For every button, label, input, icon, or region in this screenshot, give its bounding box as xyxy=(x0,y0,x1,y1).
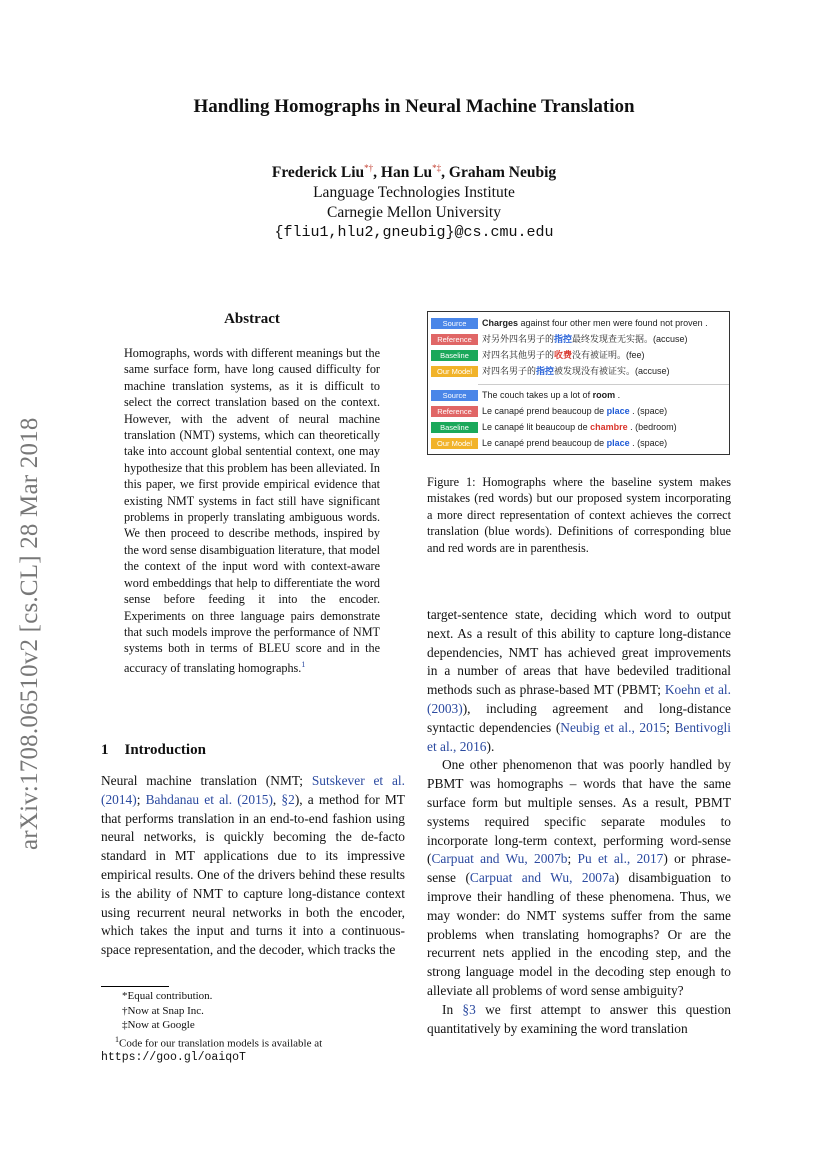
body-text: ). xyxy=(486,738,495,754)
footnote xyxy=(101,1033,405,1051)
fig-row-source-2 xyxy=(428,389,729,403)
paragraph xyxy=(427,756,731,1000)
tag-our-model: Our Model xyxy=(431,366,478,377)
fig-row-baseline-2 xyxy=(428,421,729,435)
abstract-body xyxy=(124,345,380,676)
author-2: , Han Lu xyxy=(373,164,433,182)
abstract-heading: Abstract xyxy=(224,311,280,327)
body-text: One other phenomenon that was poorly handled by PBMT was homographs – words that have the same surface form but multiple senses. As a result, PBMT systems required specific separate modules to incorporate long-term context, performing word-sense ( xyxy=(427,757,731,867)
ref-text: . (space) xyxy=(629,406,668,416)
ours-text: 被发现没有被证实。(accuse) xyxy=(554,366,670,376)
fig-text xyxy=(482,333,688,346)
paragraph xyxy=(427,606,731,756)
fig-text xyxy=(482,405,667,418)
correct-word: place xyxy=(606,438,630,448)
fig-row-reference-2 xyxy=(428,405,729,419)
ref-text: 最终发现查无实据。(accuse) xyxy=(572,334,688,344)
footnote-rule xyxy=(101,986,169,987)
author-emails: {fliu1,hlu2,gneubig}@cs.cmu.edu xyxy=(274,224,554,242)
source-word: Charges xyxy=(482,318,519,328)
footnote-mark: 1 xyxy=(115,1034,119,1044)
footnote: †Now at Snap Inc. xyxy=(122,1004,204,1017)
citation-link[interactable]: Carpuat and Wu, 2007b xyxy=(431,851,568,867)
author-3: , Graham Neubig xyxy=(441,164,557,182)
author-names: Frederick Liu*†, Han Lu*‡, Graham Neubig xyxy=(271,163,557,182)
intro-text: ; xyxy=(136,791,146,807)
ref-text: 对另外四名男子的 xyxy=(482,334,555,344)
fig-row-baseline-1 xyxy=(428,349,729,363)
body-text: ), including agreement and long-distance syntactic dependencies ( xyxy=(427,700,731,735)
fig-row-ours-2 xyxy=(428,437,729,451)
section-link[interactable]: §3 xyxy=(462,1001,476,1017)
ours-text: 对四名男子的 xyxy=(482,366,537,376)
figure-1-caption: Figure 1: Homographs where the baseline system makes mistakes (red words) but our proposed system incorporating a more direct representation of context achieves the correct translation (blue words). Definitions of corresponding blue and red words are in parenthesis. xyxy=(427,475,731,555)
citation-link[interactable]: Carpuat and Wu, 2007a xyxy=(469,870,615,886)
ref-text: Le canapé prend beaucoup de xyxy=(482,406,607,416)
fig-row-ours-1 xyxy=(428,365,729,379)
correct-word: place xyxy=(606,406,630,416)
tag-source: Source xyxy=(431,318,478,329)
citation-link[interactable]: Sutskever et al. (2014) xyxy=(101,773,405,807)
footnote: *Equal contribution. xyxy=(122,990,213,1002)
citation-link[interactable]: Bahdanau et al. (2015) xyxy=(145,791,273,807)
ours-text: Le canapé prend beaucoup de xyxy=(482,438,607,448)
baseline-text: 对四名其他男子的 xyxy=(482,350,555,360)
right-column-body xyxy=(427,606,731,1038)
tag-baseline: Baseline xyxy=(431,422,478,433)
section-heading-introduction xyxy=(101,742,222,759)
source-text: The couch takes up a lot of xyxy=(482,390,593,400)
section-link[interactable]: §2 xyxy=(281,791,295,807)
wrong-word: 收费 xyxy=(554,350,573,360)
citation-link[interactable]: Neubig et al., 2015 xyxy=(560,719,667,735)
body-text: target-sentence state, deciding which word to output next. As a result of this ability to capture long-distance dependencies, NMT has achieved great improvements in a number of areas that have bedeviled traditional methods such as phrase-based MT (PBMT; xyxy=(427,607,731,698)
fig-row-source-1 xyxy=(428,317,729,331)
figure-separator xyxy=(478,384,729,385)
intro-text: Neural machine translation (NMT; xyxy=(101,773,312,788)
citation-link[interactable]: Pu et al., 2017 xyxy=(577,851,664,867)
paragraph xyxy=(427,1001,731,1039)
tag-baseline: Baseline xyxy=(431,350,478,361)
body-text: ; xyxy=(567,851,578,867)
section-title: Introduction xyxy=(124,742,206,758)
baseline-text: Le canapé lit beaucoup de xyxy=(482,422,591,432)
tag-our-model: Our Model xyxy=(431,438,478,449)
code-url-link[interactable]: https://goo.gl/oaiqoT xyxy=(101,1051,246,1065)
section-number: 1 xyxy=(101,742,109,758)
ours-text: . (space) xyxy=(629,438,668,448)
body-text: ; xyxy=(666,719,675,735)
author-block xyxy=(0,158,828,243)
source-rest: against four other men were found not proven . xyxy=(518,318,708,328)
citation-link[interactable]: Koehn et al. (2003) xyxy=(427,682,731,716)
intro-text: ), a method for MT that performs translation in an end-to-end fashion using neural networks, is quickly becoming the de-facto standard in MT applications due to its impressive empirical results. One of the drivers behind these results is the ability of NMT to capture long-distance context using recurrent neural networks in both the encoder, which takes the input and turns it into a continuous-space representation, and the decoder, which tracks the xyxy=(101,791,405,958)
affiliation-university: Carnegie Mellon University xyxy=(327,204,501,222)
source-word: room xyxy=(592,390,616,400)
baseline-text: . (bedroom) xyxy=(627,422,677,432)
footnote-text: Code for our translation models is available at xyxy=(119,1037,323,1050)
footnote-ref-1[interactable]: 1 xyxy=(301,659,306,669)
tag-source: Source xyxy=(431,390,478,401)
fig-text xyxy=(482,421,677,434)
body-text: In xyxy=(442,1001,463,1017)
correct-word: 指控 xyxy=(536,366,555,376)
body-text: ) disambiguation to improve their handling of these phenomena. Thus, we may wonder: do NMT systems suffer from the same problems when translating homographs? Or are the recurrent nets applied in the encoding step, and the strong language model in the decoding step enough to alleviate all problems of word sense ambiguity? xyxy=(427,870,731,998)
fig-row-reference-1 xyxy=(428,333,729,347)
abstract-text: Homographs, words with different meanings but the same surface form, have long caused difficulty for machine translation systems, as it is difficult to select the correct translation based on the context. However, with the advent of neural machine translation (NMT) systems, which can theoretically take into account global sentential context, one may hypothesize that this problem has been alleviated. In this paper, we first provide empirical evidence that existing NMT systems in fact still have significant problems in properly translating ambiguous words. We then proceed to describe methods, inspired by the word sense disambiguation literature, that model the context of the input word with context-aware word embeddings that help to differentiate the word sense before feeding it into the encoder. Experiments on three language pairs demonstrate that such models improve the performance of NMT systems both in terms of BLEU score and in the accuracy of translating homographs. xyxy=(124,346,380,675)
fig-text xyxy=(482,349,645,362)
arxiv-stamp: arXiv:1708.06510v2 [cs.CL] 28 Mar 2018 xyxy=(16,417,43,850)
fig-text xyxy=(482,437,667,450)
tag-reference: Reference xyxy=(431,406,478,417)
baseline-text: 没有被证明。(fee) xyxy=(572,350,645,360)
fig-text xyxy=(482,317,708,330)
tag-reference: Reference xyxy=(431,334,478,345)
figure-1-box xyxy=(427,311,730,455)
footnotes xyxy=(101,989,405,1066)
paper-title: Handling Homographs in Neural Machine Translation xyxy=(193,96,635,117)
fig-text xyxy=(482,365,670,378)
author-1: Frederick Liu xyxy=(271,164,365,182)
source-text: . xyxy=(615,390,621,400)
affiliation-institute: Language Technologies Institute xyxy=(313,184,515,202)
wrong-word: chambre xyxy=(590,422,628,432)
fig-text xyxy=(482,389,620,402)
intro-paragraph xyxy=(101,772,405,960)
intro-text: , xyxy=(272,791,282,807)
body-text: ) or phrase-sense ( xyxy=(427,851,731,886)
citation-link[interactable]: Bentivogli et al., 2016 xyxy=(427,719,731,754)
correct-word: 指控 xyxy=(554,334,573,344)
body-text: we first attempt to answer this question quantitatively by examining the word translation xyxy=(427,1001,731,1036)
footnote: ‡Now at Google xyxy=(122,1019,195,1032)
